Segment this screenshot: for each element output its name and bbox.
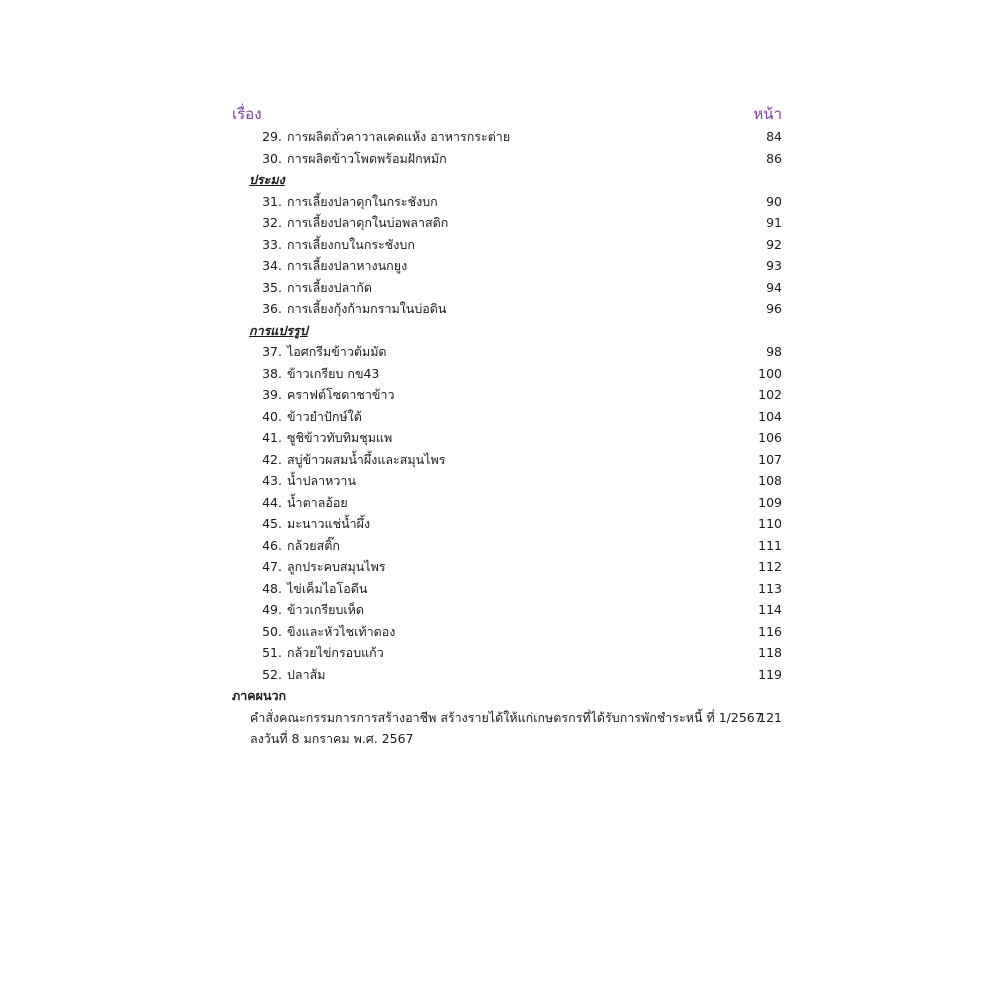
toc-entry xyxy=(232,492,782,514)
entry-title: ลูกประคบสมุนไพร xyxy=(287,559,386,574)
entry-number: 47. xyxy=(262,559,282,574)
entry-number: 32. xyxy=(262,215,282,230)
entry-page: 113 xyxy=(758,580,782,596)
toc-entry xyxy=(232,212,782,234)
toc-entry xyxy=(232,556,782,578)
entry-title: การเลี้ยงปลาดุกในกระชังบก xyxy=(287,193,438,209)
entry-page: 93 xyxy=(766,258,782,273)
entry-page: 112 xyxy=(758,559,782,574)
toc-entry xyxy=(232,664,782,686)
entry-number: 39. xyxy=(262,387,282,402)
entry-title: น้ำตาลอ้อย xyxy=(287,494,348,510)
appendix-entry xyxy=(232,707,782,751)
entry-title: ไอศกรีมข้าวต้มมัด xyxy=(287,344,387,359)
entry-title: การเลี้ยงปลากัด xyxy=(287,279,372,295)
entry-number: 29. xyxy=(262,129,282,144)
toc-entry xyxy=(232,126,782,148)
entry-number: 51. xyxy=(262,645,282,660)
entry-title: คราฟต์โซดาชาข้าว xyxy=(287,387,395,402)
entry-page: 84 xyxy=(766,129,782,144)
entry-page: 118 xyxy=(758,645,782,660)
toc-entry xyxy=(232,191,782,213)
section-heading-processing xyxy=(232,320,782,342)
entry-page: 106 xyxy=(758,430,782,445)
entry-page: 104 xyxy=(758,408,782,424)
toc-entry xyxy=(232,642,782,664)
entry-page: 114 xyxy=(758,602,782,617)
entry-page: 111 xyxy=(758,537,782,553)
entry-number: 44. xyxy=(262,494,282,510)
appendix-entry-line-2: ลงวันที่ 8 มกราคม พ.ศ. 2567 xyxy=(250,731,414,746)
entry-number: 52. xyxy=(262,666,282,682)
entry-title: ปลาส้ม xyxy=(287,666,326,682)
entry-number: 45. xyxy=(262,516,282,531)
toc-block-3 xyxy=(232,341,782,685)
entry-page: 86 xyxy=(766,150,782,166)
toc-entry xyxy=(232,513,782,535)
toc-entry xyxy=(232,298,782,320)
entry-title: ข้าวเกรียบ กข43 xyxy=(287,365,380,381)
entry-title: กล้วยสติ๊ก xyxy=(287,537,340,553)
appendix-title: ภาคผนวก xyxy=(232,688,287,703)
entry-page: 91 xyxy=(766,215,782,230)
entry-number: 50. xyxy=(262,623,282,639)
entry-number: 36. xyxy=(262,301,282,316)
topic-column-label: เรื่อง xyxy=(232,105,262,123)
entry-number: 40. xyxy=(262,408,282,424)
section-heading-fishery xyxy=(232,169,782,191)
entry-page: 109 xyxy=(758,494,782,510)
appendix-entry-line-1: คำสั่งคณะกรรมการการสร้างอาชีพ สร้างรายได้ให้แก่เกษตรกรที่ได้รับการพักชำระหนี้ ที่ 1/2567 xyxy=(250,709,763,725)
entry-title: น้ำปลาหวาน xyxy=(287,473,357,488)
entry-title: การผลิตข้าวโพดพร้อมฝักหมัก xyxy=(287,150,447,166)
entry-title: การเลี้ยงกุ้งก้ามกรามในบ่อดิน xyxy=(287,301,447,316)
entry-page: 108 xyxy=(758,473,782,488)
entry-number: 48. xyxy=(262,580,282,596)
entry-page: 100 xyxy=(758,365,782,381)
toc-entry xyxy=(232,234,782,256)
entry-number: 43. xyxy=(262,473,282,488)
entry-title: การผลิตถั่วคาวาลเคดแห้ง อาหารกระต่าย xyxy=(287,129,511,144)
entry-title: การเลี้ยงปลาหางนกยูง xyxy=(287,258,408,273)
toc-entry xyxy=(232,427,782,449)
toc-entry xyxy=(232,363,782,385)
entry-number: 41. xyxy=(262,430,282,445)
entry-title: ขิงและหัวไชเท้าดอง xyxy=(287,623,396,639)
entry-number: 46. xyxy=(262,537,282,553)
entry-page: 110 xyxy=(758,516,782,531)
entry-number: 35. xyxy=(262,279,282,295)
entry-page: 94 xyxy=(766,279,782,295)
entry-title: การเลี้ยงกบในกระชังบก xyxy=(287,236,415,252)
entry-page: 92 xyxy=(766,236,782,252)
entry-title: ซูชิข้าวทับทิมชุมแพ xyxy=(287,430,393,445)
entry-page: 119 xyxy=(758,666,782,682)
entry-page: 90 xyxy=(766,193,782,209)
entry-number: 37. xyxy=(262,344,282,359)
toc-entry xyxy=(232,578,782,600)
toc-entry xyxy=(232,148,782,170)
entry-number: 31. xyxy=(262,193,282,209)
entry-page: 96 xyxy=(766,301,782,316)
toc-entry xyxy=(232,599,782,621)
entry-page: 102 xyxy=(758,387,782,402)
section-title: ประมง xyxy=(249,172,285,187)
entry-number: 33. xyxy=(262,236,282,252)
entry-title: มะนาวแช่น้ำผึ้ง xyxy=(287,516,371,531)
entry-page: 98 xyxy=(766,344,782,359)
toc-entry xyxy=(232,535,782,557)
toc-header xyxy=(232,98,782,126)
entry-title: การเลี้ยงปลาดุกในบ่อพลาสติก xyxy=(287,215,449,230)
entry-page: 107 xyxy=(758,451,782,467)
entry-title: ไข่เค็มไอโอดีน xyxy=(287,580,368,596)
entry-number: 49. xyxy=(262,602,282,617)
toc-entry xyxy=(232,277,782,299)
entry-title: ข้าวเกรียบเห็ด xyxy=(287,602,365,617)
entry-title: สบู่ข้าวผสมน้ำผึ้งและสมุนไพร xyxy=(287,451,446,467)
toc-entry xyxy=(232,621,782,643)
table-of-contents xyxy=(232,98,782,751)
entry-title: ข้าวยำปักษ์ใต้ xyxy=(287,408,362,424)
appendix-heading xyxy=(232,685,782,707)
toc-entry xyxy=(232,470,782,492)
page-column-label: หน้า xyxy=(753,105,782,123)
entry-number: 42. xyxy=(262,451,282,467)
toc-block-2 xyxy=(232,191,782,320)
toc-entry xyxy=(232,255,782,277)
toc-block-1 xyxy=(232,126,782,169)
toc-entry xyxy=(232,406,782,428)
entry-page: 116 xyxy=(758,623,782,639)
entry-title: กล้วยไข่กรอบแก้ว xyxy=(287,645,384,660)
appendix-entry-page: 121 xyxy=(758,709,782,725)
entry-number: 38. xyxy=(262,365,282,381)
entry-number: 34. xyxy=(262,258,282,273)
toc-entry xyxy=(232,341,782,363)
entry-number: 30. xyxy=(262,150,282,166)
toc-entry xyxy=(232,384,782,406)
toc-entry xyxy=(232,449,782,471)
section-title: การแปรรูป xyxy=(249,322,308,338)
